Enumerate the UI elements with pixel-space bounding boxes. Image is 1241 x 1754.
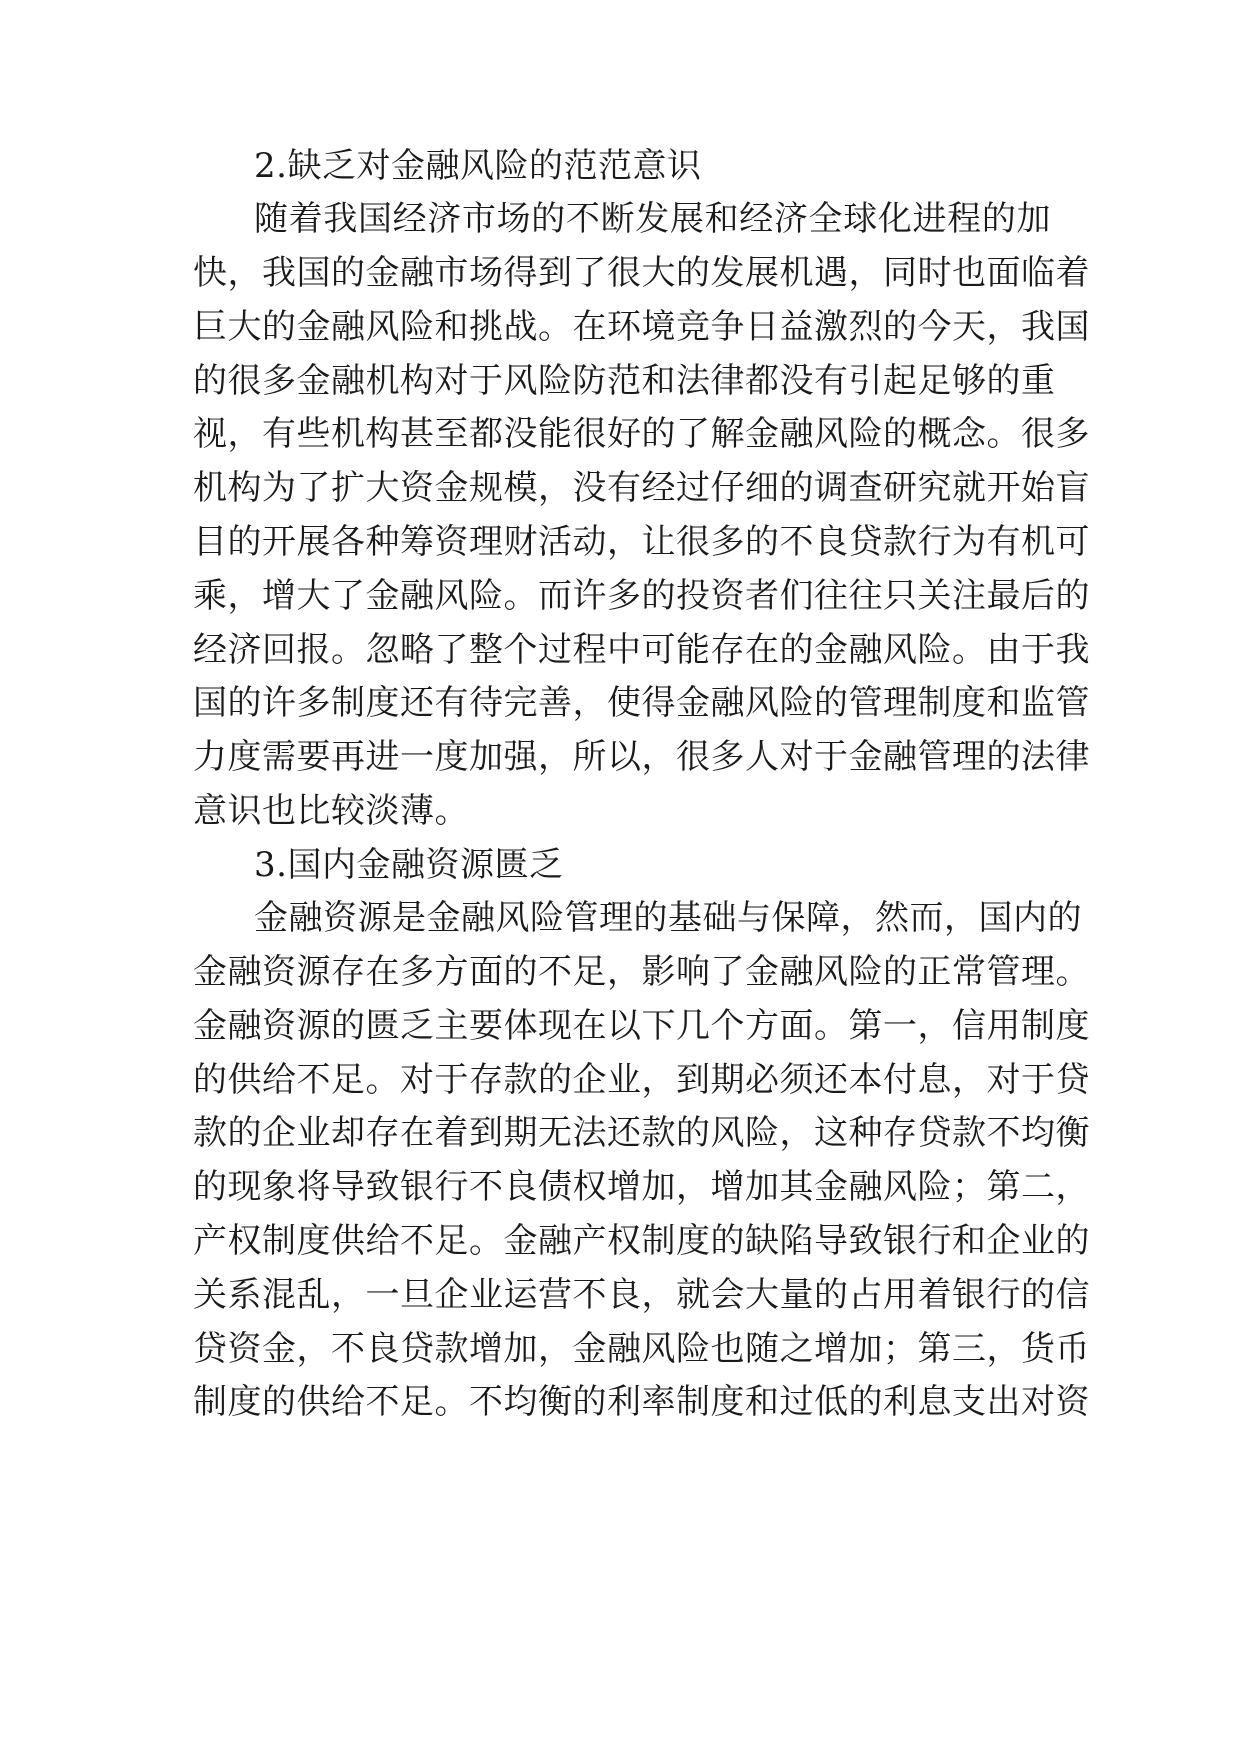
paragraph-line: 金融资源的匮乏主要体现在以下几个方面。第一，信用制度 — [193, 1006, 1090, 1046]
paragraph-line: 经济回报。忽略了整个过程中可能存在的金融风险。由于我 — [193, 630, 1090, 670]
paragraph-line: 制度的供给不足。不均衡的利率制度和过低的利息支出对资 — [193, 1382, 1090, 1422]
paragraph-line: 的很多金融机构对于风险防范和法律都没有引起足够的重 — [193, 361, 1056, 401]
paragraph-line: 金融资源存在多方面的不足，影响了金融风险的正常管理。 — [193, 952, 1090, 992]
paragraph-line: 力度需要再进一度加强，所以，很多人对于金融管理的法律 — [193, 737, 1090, 777]
paragraph-line: 关系混乱，一旦企业运营不良，就会大量的占用着银行的信 — [193, 1275, 1090, 1315]
paragraph-line: 产权制度供给不足。金融产权制度的缺陷导致银行和企业的 — [193, 1221, 1090, 1261]
paragraph-line: 目的开展各种筹资理财活动，让很多的不良贷款行为有机可 — [193, 522, 1090, 562]
paragraph-line: 的供给不足。对于存款的企业，到期必须还本付息，对于贷 — [193, 1060, 1090, 1100]
paragraph-line: 国的许多制度还有待完善，使得金融风险的管理制度和监管 — [193, 683, 1090, 723]
paragraph-line: 快，我国的金融市场得到了很大的发展机遇，同时也面临着 — [193, 253, 1090, 293]
paragraph-line: 意识也比较淡薄。 — [193, 791, 469, 831]
paragraph-line: 款的企业却存在着到期无法还款的风险，这种存贷款不均衡 — [193, 1113, 1090, 1153]
paragraph-line: 机构为了扩大资金规模，没有经过仔细的调查研究就开始盲 — [193, 468, 1090, 508]
paragraph-line: 随着我国经济市场的不断发展和经济全球化进程的加 — [254, 199, 1051, 239]
paragraph-line: 的现象将导致银行不良债权增加，增加其金融风险；第二， — [193, 1167, 1090, 1207]
section-heading: 2.缺乏对金融风险的范范意识 — [254, 146, 702, 186]
paragraph-line: 巨大的金融风险和挑战。在环境竞争日益激烈的今天，我国 — [193, 307, 1090, 347]
paragraph-line: 视，有些机构甚至都没能很好的了解金融风险的概念。很多 — [193, 414, 1090, 454]
section-heading: 3.国内金融资源匮乏 — [254, 845, 564, 885]
paragraph-line: 乘，增大了金融风险。而许多的投资者们往往只关注最后的 — [193, 576, 1090, 616]
paragraph-line: 金融资源是金融风险管理的基础与保障，然而，国内的 — [254, 898, 1082, 938]
paragraph-line: 贷资金，不良贷款增加，金融风险也随之增加；第三，货币 — [193, 1329, 1090, 1369]
